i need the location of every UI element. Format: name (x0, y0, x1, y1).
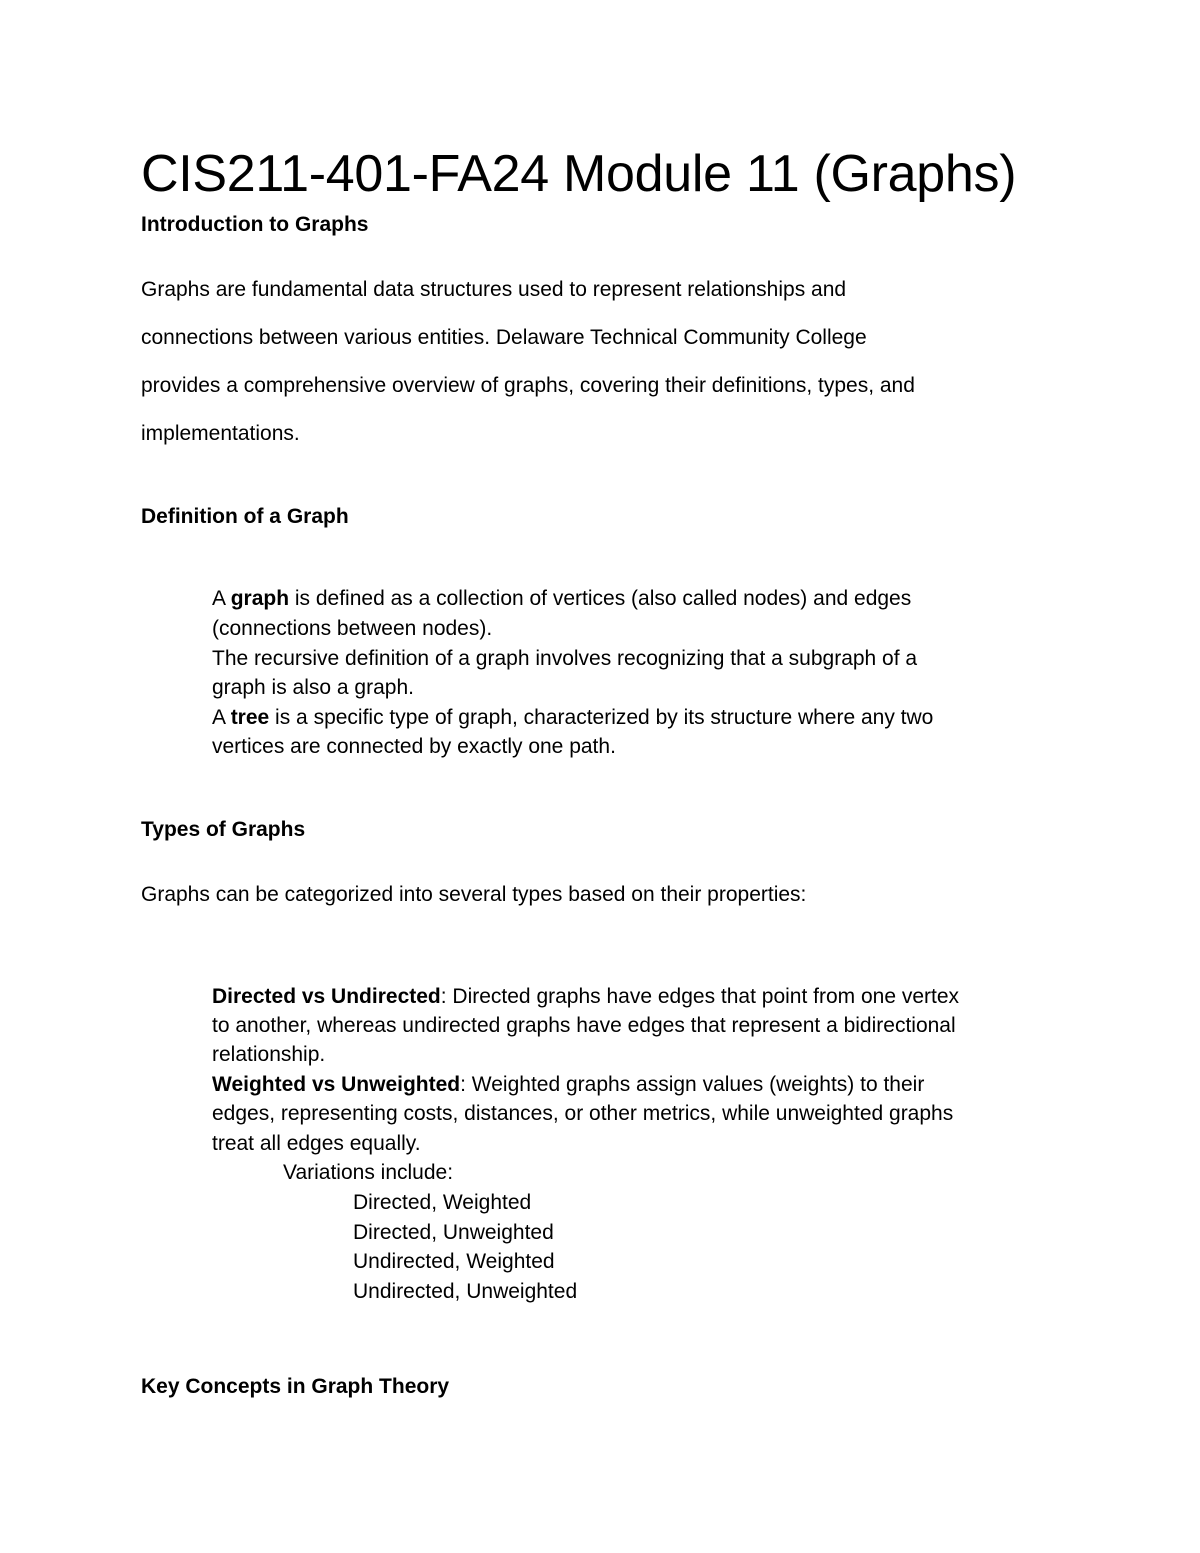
types-intro: Graphs can be categorized into several types based on their properties: (141, 883, 807, 906)
heading-introduction: Introduction to Graphs (141, 213, 369, 236)
intro-line-3: provides a comprehensive overview of graphs, covering their definitions, types, and (141, 374, 915, 397)
variations-label: Variations include: (283, 1161, 454, 1184)
variation-item: Undirected, Unweighted (353, 1280, 578, 1303)
definition-line-5 (212, 704, 933, 732)
heading-definition: Definition of a Graph (141, 505, 349, 528)
weighted-line-1 (212, 1071, 924, 1099)
term-weighted-vs-unweighted: Weighted vs Unweighted (212, 1073, 461, 1096)
definition-line-5-pre: A (212, 706, 231, 729)
document-title: CIS211-401-FA24 Module 11 (Graphs) (141, 145, 1017, 203)
definition-line-1 (212, 585, 911, 613)
definition-line-1-pre: A (212, 587, 231, 610)
intro-line-4: implementations. (141, 422, 300, 445)
variation-item: Undirected, Weighted (353, 1250, 555, 1273)
weighted-line-2: edges, representing costs, distances, or other metrics, while unweighted graphs (212, 1102, 954, 1125)
definition-line-1-post: is defined as a collection of vertices (also called nodes) and edges (289, 587, 912, 610)
term-directed-vs-undirected: Directed vs Undirected (212, 985, 441, 1008)
intro-line-1: Graphs are fundamental data structures used to represent relationships and (141, 278, 847, 301)
directed-line-1 (212, 983, 959, 1011)
term-graph: graph (230, 587, 290, 610)
definition-line-6: vertices are connected by exactly one path. (212, 735, 616, 758)
definition-line-3: The recursive definition of a graph involves recognizing that a subgraph of a (212, 647, 918, 670)
term-tree: tree (230, 706, 270, 729)
definition-line-2: (connections between nodes). (212, 617, 493, 640)
variation-item: Directed, Unweighted (353, 1221, 554, 1244)
weighted-line-1-text: : Weighted graphs assign values (weights) to their (460, 1073, 925, 1096)
heading-types: Types of Graphs (141, 818, 306, 841)
definition-line-5-post: is a specific type of graph, characterized by its structure where any two (269, 706, 934, 729)
definition-line-4: graph is also a graph. (212, 676, 414, 699)
weighted-line-3: treat all edges equally. (212, 1132, 421, 1155)
directed-line-3: relationship. (212, 1043, 326, 1066)
heading-key-concepts: Key Concepts in Graph Theory (141, 1375, 450, 1398)
intro-line-2: connections between various entities. Delaware Technical Community College (141, 326, 867, 349)
directed-line-1-text: : Directed graphs have edges that point from one vertex (440, 985, 960, 1008)
variation-item: Directed, Weighted (353, 1191, 532, 1214)
directed-line-2: to another, whereas undirected graphs have edges that represent a bidirectional (212, 1014, 956, 1037)
